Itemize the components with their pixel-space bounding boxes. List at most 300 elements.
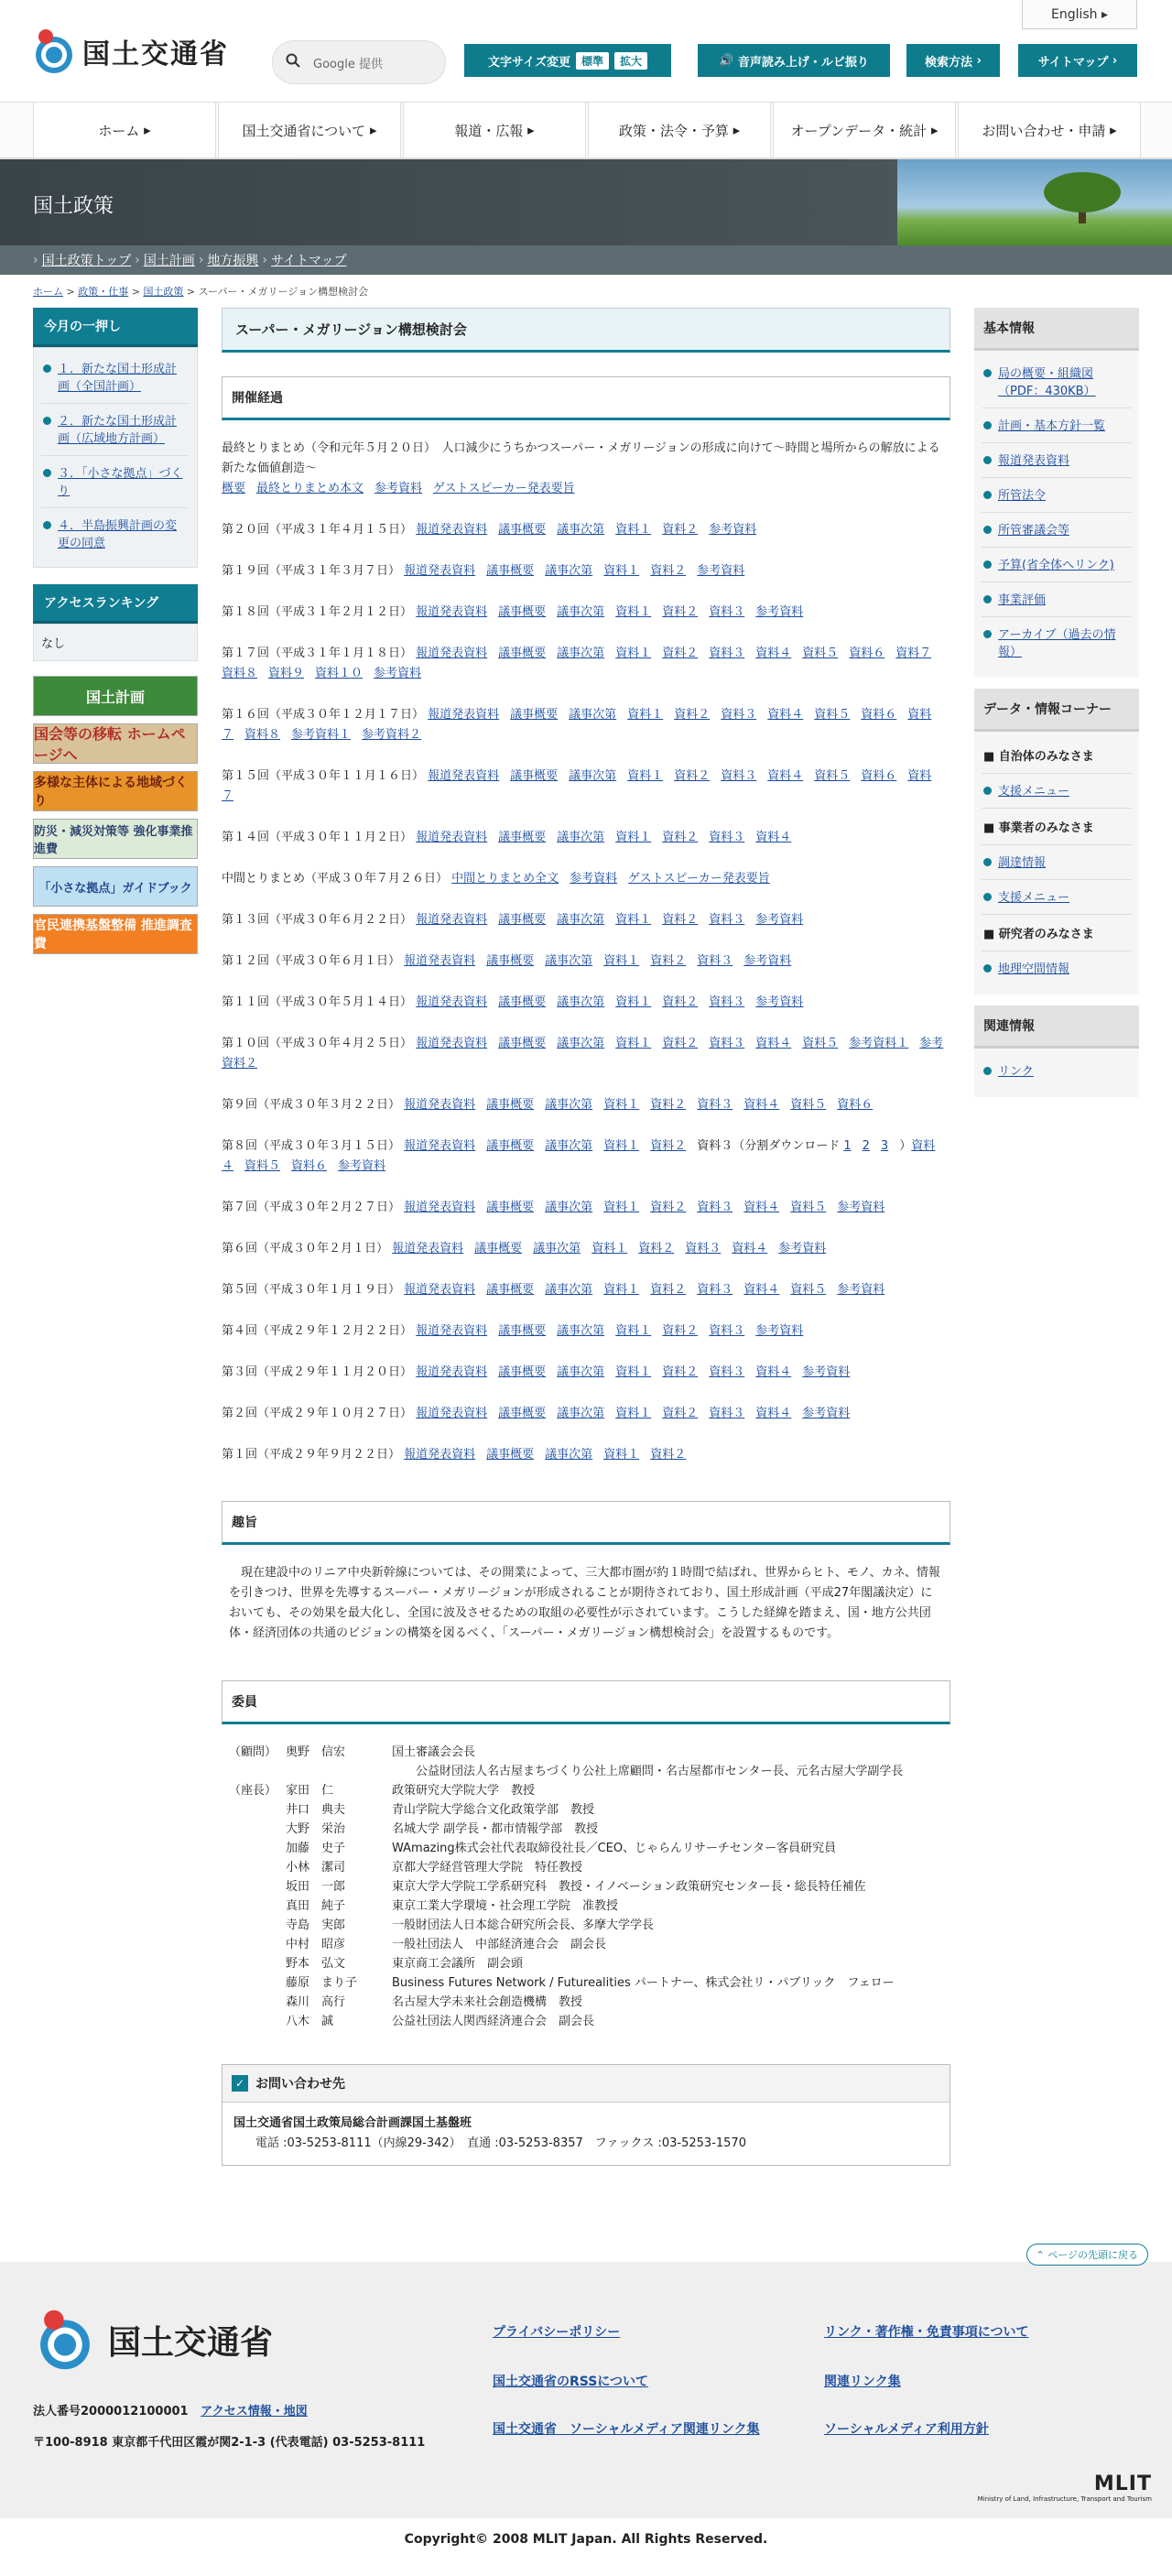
doc-link[interactable]: 資料４	[767, 708, 804, 722]
doc-link[interactable]: 資料１	[603, 1448, 640, 1462]
doc-link[interactable]: 資料３	[709, 1324, 745, 1338]
split-close: ）	[899, 1139, 912, 1153]
english-button[interactable]: English ▸	[1022, 0, 1137, 29]
member-row	[229, 1800, 943, 1820]
doc-link[interactable]: 資料２	[674, 769, 711, 783]
privacy-link[interactable]: プライバシーポリシー	[493, 2325, 621, 2340]
doc-link[interactable]: 資料２	[662, 831, 699, 844]
doc-link[interactable]: 資料４	[755, 1407, 792, 1420]
doc-link[interactable]: 資料２	[662, 1365, 699, 1379]
gnav-press[interactable]: 報道・広報 ▸	[403, 103, 586, 158]
doc-link[interactable]: 参考資料	[802, 1365, 851, 1379]
page-title: スーパー・メガリージョン構想検討会	[222, 308, 950, 353]
doc-link[interactable]: 資料３	[709, 1407, 745, 1420]
doc-link[interactable]: 議事次第	[557, 1037, 605, 1050]
doc-link[interactable]: 報道発表資料	[416, 913, 488, 927]
doc-link[interactable]: 資料２	[674, 708, 711, 722]
doc-link[interactable]: 参考資料	[374, 667, 422, 680]
member-name: 大野 栄治	[286, 1822, 346, 1836]
doc-link[interactable]: 資料１	[603, 1283, 640, 1297]
doc-link[interactable]: 議事概要	[510, 769, 559, 783]
subnav-kokudo-top[interactable]: 国土政策トップ	[41, 254, 132, 268]
doc-link[interactable]: 参考資料	[755, 605, 804, 619]
sub-nav	[0, 245, 1172, 275]
members-list	[222, 1743, 950, 2064]
search-provider: Google 提供	[313, 57, 383, 71]
doc-link[interactable]: 報道発表資料	[404, 1283, 476, 1297]
doc-link[interactable]: 資料８	[244, 728, 281, 742]
doc-link[interactable]: 資料１	[603, 1201, 640, 1214]
meeting-label: 第２回（平成２９年１０月２７日）	[222, 1407, 417, 1420]
doc-link[interactable]: 資料３	[721, 708, 757, 722]
member-name: 藤原 まり子	[286, 1976, 358, 1990]
doc-link[interactable]: 資料４	[767, 769, 804, 783]
doc-link[interactable]: 資料２	[662, 605, 699, 619]
member-affiliation: 公益社団法人関西経済連合会 副会長	[392, 2015, 595, 2028]
doc-link[interactable]: 資料１	[615, 647, 652, 660]
doc-link[interactable]: 資料２	[662, 647, 699, 660]
doc-link[interactable]: 議事概要	[486, 954, 535, 968]
doc-link[interactable]: 参考資料	[837, 1201, 885, 1214]
doc-link[interactable]: 参考資料１	[291, 728, 352, 742]
doc-link[interactable]: 資料３	[709, 995, 745, 1009]
member-name: 野本 弘文	[286, 1957, 346, 1971]
data-link[interactable]	[982, 951, 1132, 985]
push-item[interactable]	[41, 508, 190, 560]
doc-link[interactable]: 資料４	[222, 1139, 936, 1173]
doc-link[interactable]: 資料７	[895, 647, 932, 660]
subnav-sitemap[interactable]: サイトマップ	[271, 254, 347, 268]
doc-link[interactable]: 資料３	[697, 1098, 733, 1112]
doc-link[interactable]: 資料３	[709, 1365, 745, 1379]
doc-link[interactable]: ゲストスピーカー発表要旨	[433, 482, 575, 495]
meeting-row	[222, 1095, 950, 1115]
subnav-marker: ›	[135, 253, 140, 267]
push-item[interactable]	[41, 456, 190, 508]
doc-link[interactable]: 資料５	[814, 708, 851, 722]
banner-disaster-prevention[interactable]: 防災・減災対策等 強化事業推進費	[33, 819, 198, 859]
subnav-marker: ›	[262, 253, 268, 267]
footer-logo[interactable]	[33, 2308, 273, 2372]
read-aloud-button[interactable]	[698, 44, 890, 77]
procurement-link[interactable]: 調達情報	[998, 856, 1047, 870]
sitemap-button[interactable]	[1018, 44, 1137, 77]
gnav-contact[interactable]: お問い合わせ・申請 ▸	[958, 103, 1141, 158]
doc-link[interactable]: 資料５	[814, 769, 851, 783]
doc-link[interactable]: 議事概要	[486, 564, 535, 578]
push-link[interactable]: ４．半島振興計画の変更の同意	[58, 519, 178, 550]
banner-small-base-guidebook[interactable]: 「小さな拠点」ガイドブック	[33, 866, 198, 907]
doc-link[interactable]: 議事次第	[569, 708, 617, 722]
related-list	[974, 1049, 1139, 1097]
doc-link[interactable]: 議事次第	[557, 913, 605, 927]
doc-link[interactable]: 議事次第	[569, 769, 617, 783]
doc-link[interactable]: 資料１	[615, 831, 652, 844]
doc-link[interactable]: 報道発表資料	[404, 1098, 476, 1112]
support-menu-link[interactable]: 支援メニュー	[998, 891, 1070, 905]
access-link[interactable]: アクセス情報・地図	[201, 2405, 308, 2418]
arrow-up-icon: ⌃	[1036, 2249, 1048, 2261]
doc-link[interactable]: 資料２	[650, 1283, 687, 1297]
doc-link[interactable]: 資料３	[709, 1037, 745, 1050]
doc-link[interactable]: 資料５	[790, 1201, 827, 1214]
basic-info-item[interactable]	[982, 443, 1132, 478]
banner-ppp-survey[interactable]: 官民連携基盤整備 推進調査費	[33, 914, 198, 954]
doc-link[interactable]: 資料４	[755, 1037, 792, 1050]
doc-link[interactable]: 報道発表資料	[404, 1139, 476, 1153]
doc-link[interactable]: 資料４	[732, 1242, 768, 1255]
doc-link[interactable]: 議事概要	[474, 1242, 523, 1255]
related-link-item[interactable]	[982, 1054, 1132, 1088]
doc-link[interactable]: 資料２	[662, 1324, 699, 1338]
doc-link[interactable]: 資料２	[650, 954, 687, 968]
doc-link[interactable]: 資料３	[721, 769, 757, 783]
doc-link[interactable]: 議事次第	[545, 1098, 593, 1112]
font-standard-button[interactable]: 標準	[576, 52, 609, 70]
doc-link[interactable]: 報道発表資料	[416, 995, 488, 1009]
basic-info-item[interactable]	[982, 582, 1132, 617]
meeting-row	[222, 1198, 950, 1218]
doc-link[interactable]: 資料３	[709, 647, 745, 660]
meeting-label: 第１８回（平成３１年２月１２日）	[222, 605, 417, 619]
member-role	[229, 1858, 286, 1877]
doc-link[interactable]: 議事概要	[486, 1201, 535, 1214]
doc-link[interactable]: 資料１	[603, 564, 640, 578]
doc-link[interactable]: 資料１	[615, 995, 652, 1009]
doc-link[interactable]: 参考資料	[709, 523, 757, 537]
doc-link[interactable]: 議事次第	[557, 523, 605, 537]
doc-link[interactable]: 資料６	[861, 708, 897, 722]
related-links-link[interactable]: 関連リンク集	[824, 2375, 901, 2389]
doc-link[interactable]: 議事次第	[545, 1139, 593, 1153]
gnav-label: ホーム	[98, 122, 140, 139]
doc-link[interactable]: 資料６	[837, 1098, 874, 1112]
basic-info-link[interactable]: 計画・基本方針一覧	[998, 419, 1106, 433]
support-menu-link[interactable]: 支援メニュー	[998, 785, 1070, 799]
related-link[interactable]: リンク	[998, 1065, 1034, 1079]
doc-link[interactable]: 報道発表資料	[392, 1242, 464, 1255]
data-link[interactable]	[982, 845, 1132, 880]
push-link[interactable]: ２．新たな国土形成計画（広域地方計画）	[58, 415, 178, 446]
data-link[interactable]	[982, 880, 1132, 915]
page-top-label: ページの先頭に戻る	[1047, 2249, 1138, 2261]
doc-link[interactable]: 議事次第	[557, 995, 605, 1009]
doc-link[interactable]: 資料２	[638, 1242, 675, 1255]
meeting-label: 第１４回（平成３０年１１月２日）	[222, 831, 417, 844]
doc-link[interactable]: 資料５	[802, 647, 839, 660]
basic-info-item[interactable]	[982, 408, 1132, 443]
basic-info-link[interactable]: 所管法令	[998, 489, 1047, 503]
basic-info-item[interactable]	[982, 513, 1132, 548]
doc-link[interactable]: 中間とりまとめ全文	[451, 872, 559, 886]
doc-link[interactable]: 参考資料１	[849, 1037, 909, 1050]
search-box[interactable]	[272, 40, 446, 84]
doc-link[interactable]: 議事次第	[545, 1201, 593, 1214]
doc-link[interactable]: 参考資料	[697, 564, 745, 578]
member-role	[229, 1973, 286, 1993]
search-icon[interactable]	[286, 53, 300, 71]
meeting-label: 第６回（平成３０年２月１日）	[222, 1242, 393, 1255]
doc-link[interactable]: 議事概要	[498, 831, 547, 844]
doc-link[interactable]: 議事概要	[486, 1283, 535, 1297]
basic-info-link[interactable]: アーカイブ（過去の情報）	[998, 628, 1116, 659]
doc-link[interactable]: 資料１	[603, 1139, 640, 1153]
doc-link[interactable]: 議事概要	[498, 605, 547, 619]
banner-list	[33, 676, 198, 954]
doc-link[interactable]: 議事概要	[498, 913, 547, 927]
basic-info-link[interactable]: 報道発表資料	[998, 454, 1070, 468]
doc-link[interactable]: 報道発表資料	[404, 1201, 476, 1214]
doc-link[interactable]: 資料７	[222, 769, 932, 803]
member-affiliation: 公益財団法人名古屋まちづくり公社上席顧問・名古屋都市センター長、元名古屋大学副学長	[392, 1765, 904, 1778]
doc-link[interactable]: 資料１	[603, 954, 640, 968]
doc-link[interactable]: 議事概要	[486, 1139, 535, 1153]
global-nav	[0, 103, 1172, 159]
doc-link[interactable]: 議事次第	[545, 954, 593, 968]
doc-link[interactable]: 議事次第	[557, 1365, 605, 1379]
doc-link[interactable]: 参考資料２	[362, 728, 422, 742]
doc-link[interactable]: 資料４	[755, 831, 792, 844]
doc-link[interactable]: 資料９	[268, 667, 305, 680]
doc-link[interactable]: 資料２	[662, 913, 699, 927]
doc-link[interactable]: 報道発表資料	[428, 769, 500, 783]
doc-link[interactable]: 概要	[222, 482, 246, 495]
doc-link[interactable]: 資料３	[709, 913, 745, 927]
member-name: 中村 昭彦	[286, 1938, 346, 1951]
doc-link[interactable]: 参考資料	[374, 482, 423, 495]
basic-info-item[interactable]	[982, 478, 1132, 513]
meeting-label: 第１５回（平成３０年１１月１６日）	[222, 769, 429, 783]
meeting-label: 中間とりまとめ（平成３０年７月２６日）	[222, 872, 452, 886]
banner-regional-development[interactable]: 多様な主体による地域づくり	[33, 771, 198, 811]
banner-capital-relocation[interactable]: 国会等の移転 ホームページへ	[33, 723, 198, 764]
crumb-home[interactable]: ホーム	[33, 286, 63, 298]
meeting-row	[222, 1321, 950, 1342]
doc-link[interactable]: 参考資料	[837, 1283, 885, 1297]
doc-link[interactable]: 資料２	[650, 564, 687, 578]
doc-link[interactable]: 議事概要	[498, 1037, 547, 1050]
rss-link[interactable]: 国土交通省のRSSについて	[493, 2375, 649, 2389]
doc-link[interactable]: 資料７	[222, 708, 932, 742]
social-policy-link[interactable]: ソーシャルメディア利用方針	[824, 2422, 989, 2437]
basic-info-link[interactable]: 予算(省全体へリンク)	[998, 559, 1114, 572]
doc-link[interactable]: 議事次第	[545, 564, 593, 578]
meeting-label: 第１７回（平成３１年１月１８日）	[222, 647, 417, 660]
crumb-kokudo[interactable]: 国土政策	[143, 286, 184, 298]
doc-link[interactable]: 資料３	[697, 1201, 733, 1214]
doc-link[interactable]: 議事概要	[498, 1407, 547, 1420]
doc-link[interactable]: 2	[862, 1139, 870, 1153]
related-title: 関連情報	[974, 1005, 1139, 1049]
push-item[interactable]	[41, 352, 190, 404]
doc-link[interactable]: 報道発表資料	[416, 1324, 488, 1338]
data-link[interactable]	[982, 774, 1132, 809]
doc-link[interactable]: 資料２	[650, 1448, 687, 1462]
doc-link[interactable]: 資料３	[697, 1283, 733, 1297]
basic-info-link[interactable]: 所管審議会等	[998, 524, 1070, 538]
doc-link[interactable]: 資料３	[685, 1242, 722, 1255]
site-logo[interactable]	[33, 27, 229, 75]
doc-link[interactable]: 資料２	[662, 1407, 699, 1420]
meeting-row	[222, 828, 950, 848]
push-item[interactable]	[41, 404, 190, 456]
doc-link[interactable]: 議事概要	[498, 1324, 547, 1338]
doc-link[interactable]: 資料５	[802, 1037, 839, 1050]
doc-link[interactable]: 報道発表資料	[416, 605, 488, 619]
doc-link[interactable]: 資料４	[743, 1283, 780, 1297]
doc-link[interactable]: 議事次第	[557, 605, 605, 619]
member-name: 森川 高行	[286, 1995, 346, 2009]
gnav-home[interactable]: ホーム ▸	[33, 103, 216, 158]
doc-link[interactable]: 3	[880, 1139, 889, 1153]
doc-link[interactable]: 資料８	[222, 667, 258, 680]
doc-link[interactable]: 資料６	[861, 769, 897, 783]
contact-body	[222, 2103, 950, 2165]
doc-link[interactable]: 資料１	[627, 708, 664, 722]
font-large-button[interactable]: 拡大	[614, 52, 647, 70]
doc-link[interactable]: 報道発表資料	[404, 954, 476, 968]
font-size-control	[464, 44, 671, 77]
doc-link[interactable]: 資料３	[709, 831, 745, 844]
crumb-policy[interactable]: 政策・仕事	[78, 286, 129, 298]
doc-link[interactable]: 報道発表資料	[416, 1407, 488, 1420]
push-link[interactable]: ３．「小さな拠点」づくり	[58, 467, 183, 498]
doc-link[interactable]: 議事概要	[486, 1448, 535, 1462]
banner-kokudo-plan[interactable]: 国土計画	[33, 676, 198, 716]
doc-link[interactable]: 参考資料	[755, 913, 804, 927]
doc-link[interactable]: 参考資料	[570, 872, 618, 886]
doc-link[interactable]: 最終とりまとめ本文	[256, 482, 364, 495]
doc-link[interactable]: 資料２	[662, 1037, 699, 1050]
doc-link[interactable]: 資料１０	[315, 667, 364, 680]
subnav-regional[interactable]: 地方振興	[207, 254, 259, 268]
doc-link[interactable]: 1	[843, 1139, 852, 1153]
doc-link[interactable]: 資料５	[244, 1159, 281, 1173]
doc-link[interactable]: 参考資料	[755, 995, 804, 1009]
doc-link[interactable]: 資料２	[650, 1139, 687, 1153]
geospatial-link[interactable]: 地理空間情報	[998, 962, 1070, 976]
doc-link[interactable]: 参考資料	[802, 1407, 851, 1420]
basic-info-item[interactable]	[982, 617, 1132, 668]
doc-link[interactable]: 議事次第	[533, 1242, 581, 1255]
meeting-row	[222, 1404, 950, 1424]
subnav-kokudo-plan[interactable]: 国土計画	[143, 254, 195, 268]
doc-link[interactable]: 報道発表資料	[404, 1448, 476, 1462]
subnav-marker: ›	[33, 253, 38, 267]
doc-link[interactable]: 参考資料２	[222, 1037, 944, 1071]
doc-link[interactable]: 資料１	[615, 1407, 652, 1420]
doc-link[interactable]: 議事次第	[557, 1324, 605, 1338]
push-list	[33, 347, 198, 568]
doc-link[interactable]: 議事次第	[545, 1448, 593, 1462]
doc-link[interactable]: 資料４	[755, 647, 792, 660]
member-name: 家田 仁	[286, 1784, 334, 1798]
doc-link[interactable]: 資料１	[615, 1037, 652, 1050]
doc-link[interactable]: 資料１	[603, 1098, 640, 1112]
doc-link[interactable]: 資料３	[697, 954, 733, 968]
doc-link[interactable]: 報道発表資料	[416, 647, 488, 660]
doc-link[interactable]: 議事次第	[545, 1283, 593, 1297]
doc-link[interactable]: 資料２	[662, 995, 699, 1009]
doc-link[interactable]: 資料１	[627, 769, 664, 783]
member-role	[229, 1897, 286, 1916]
doc-link[interactable]: 参考資料	[338, 1159, 386, 1173]
doc-link[interactable]: 報道発表資料	[404, 564, 476, 578]
doc-link[interactable]: 資料６	[291, 1159, 328, 1173]
basic-info-item[interactable]	[982, 356, 1132, 408]
doc-link[interactable]: 資料４	[743, 1201, 780, 1214]
doc-link[interactable]: 資料１	[615, 913, 652, 927]
doc-link[interactable]: 議事概要	[498, 523, 547, 537]
doc-link[interactable]: 報道発表資料	[416, 831, 488, 844]
doc-link[interactable]: 資料３	[709, 605, 745, 619]
doc-link[interactable]: 資料１	[615, 605, 652, 619]
doc-link[interactable]: 参考資料	[755, 1324, 804, 1338]
doc-link[interactable]: 報道発表資料	[416, 523, 488, 537]
search-method-button[interactable]	[906, 44, 1000, 77]
page-top-button[interactable]	[1026, 2244, 1149, 2266]
doc-link[interactable]: 参考資料	[778, 1242, 827, 1255]
doc-link[interactable]: 議事次第	[557, 647, 605, 660]
doc-link[interactable]: 資料１	[615, 523, 652, 537]
doc-link[interactable]: 資料２	[662, 523, 699, 537]
doc-link[interactable]: 議事概要	[498, 1365, 547, 1379]
doc-link[interactable]: 議事次第	[557, 831, 605, 844]
doc-link[interactable]: 参考資料	[743, 954, 792, 968]
doc-link[interactable]: 資料１	[615, 1324, 652, 1338]
gnav-policy[interactable]: 政策・法令・予算 ▸	[588, 103, 771, 158]
left-sidebar	[33, 308, 198, 954]
member-name: 八木 誠	[286, 2015, 334, 2028]
gnav-opendata[interactable]: オープンデータ・統計 ▸	[773, 103, 956, 158]
push-link[interactable]: １．新たな国土形成計画（全国計画）	[58, 363, 178, 394]
doc-link[interactable]: 議事概要	[486, 1098, 535, 1112]
meeting-label: 第４回（平成２９年１２月２２日）	[222, 1324, 417, 1338]
doc-link[interactable]: 資料４	[755, 1365, 792, 1379]
doc-link[interactable]: 資料１	[591, 1242, 628, 1255]
member-affiliation: 東京大学大学院工学系研究科 教授・イノベーション政策研究センター長・総長特任補佐	[392, 1880, 866, 1894]
member-row	[229, 1897, 943, 1916]
doc-link[interactable]: 報道発表資料	[428, 708, 500, 722]
doc-link[interactable]: 議事次第	[557, 1407, 605, 1420]
doc-link[interactable]: 資料５	[790, 1283, 827, 1297]
member-row	[229, 1839, 943, 1858]
doc-link[interactable]: 資料２	[650, 1098, 687, 1112]
push-title: 今月の一押し	[33, 308, 198, 347]
doc-link[interactable]: 報道発表資料	[416, 1365, 488, 1379]
doc-link[interactable]: 資料６	[849, 647, 885, 660]
doc-link[interactable]: 議事概要	[498, 647, 547, 660]
basic-info-item[interactable]	[982, 548, 1132, 582]
member-row	[229, 1762, 943, 1781]
meeting-row	[222, 1445, 950, 1465]
gnav-about[interactable]: 国土交通省について ▸	[218, 103, 401, 158]
copyright-link[interactable]: リンク・著作権・免責事項について	[824, 2325, 1029, 2340]
doc-link[interactable]: 資料１	[615, 1365, 652, 1379]
doc-link[interactable]: 議事概要	[510, 708, 559, 722]
basic-info-link[interactable]: 事業評価	[998, 593, 1047, 607]
doc-link[interactable]: 議事概要	[498, 995, 547, 1009]
chevron-right-icon: ›	[1112, 53, 1118, 68]
basic-info-link[interactable]: 局の概要・組織図（PDF：430KB）	[998, 367, 1096, 398]
doc-link[interactable]: 資料４	[743, 1098, 780, 1112]
doc-link[interactable]: ゲストスピーカー発表要旨	[628, 872, 770, 886]
member-name: 坂田 一郎	[286, 1880, 346, 1894]
doc-link[interactable]: 資料２	[650, 1201, 687, 1214]
doc-link[interactable]: 資料５	[790, 1098, 827, 1112]
social-links-link[interactable]: 国土交通省 ソーシャルメディア関連リンク集	[493, 2422, 760, 2437]
doc-link[interactable]: 報道発表資料	[416, 1037, 488, 1050]
